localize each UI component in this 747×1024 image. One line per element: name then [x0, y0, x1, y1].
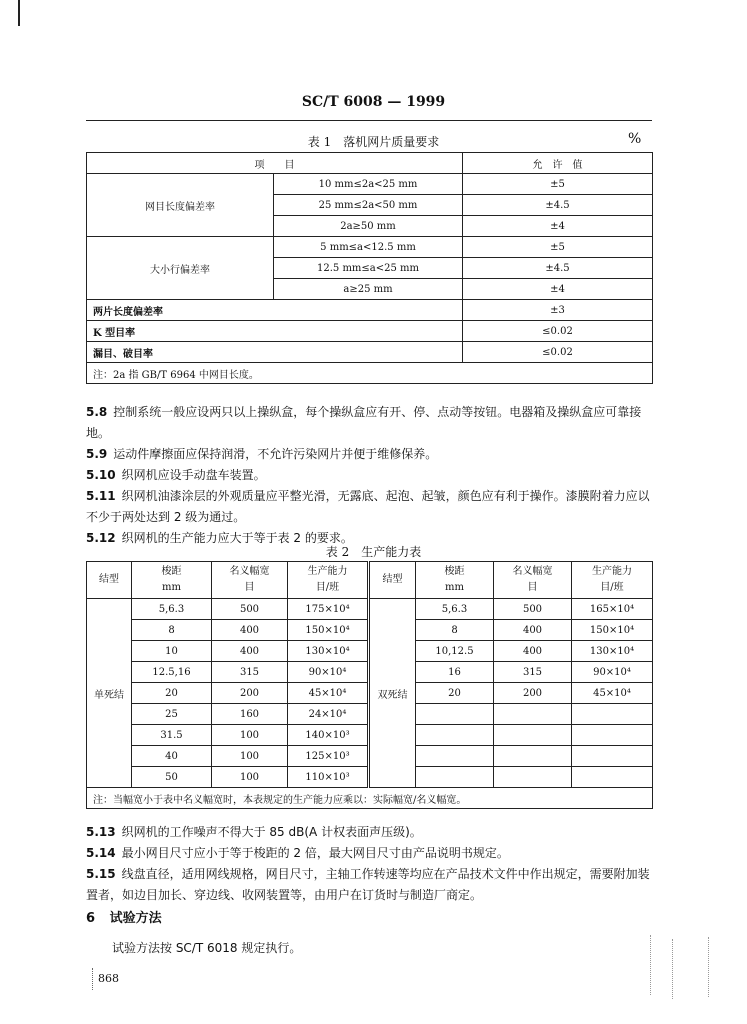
pitch-cell: 5,6.3 [132, 599, 212, 620]
clause-text: 织网机油漆涂层的外观质量应平整光滑，无露底、起泡、起皱，颜色应有利于操作。漆膜附着力应以不少于两处达到 2 级为通过。 [86, 489, 650, 524]
table2-caption: 表 2 生产能力表 [325, 545, 422, 559]
quality-requirements-table [86, 152, 653, 384]
pitch-cell: 31.5 [132, 725, 212, 746]
table-row [87, 342, 653, 363]
value-cell: ±4 [463, 279, 653, 300]
value-cell: ≤0.02 [463, 321, 653, 342]
value-cell: ±4 [463, 216, 653, 237]
width-cell: 100 [212, 725, 288, 746]
capacity-cell: 125×10³ [288, 746, 369, 767]
header-rule [86, 120, 652, 121]
clause-text: 织网机的工作噪声不得大于 85 dB(A 计权表面声压级)。 [121, 825, 422, 839]
empty-cell [494, 746, 572, 767]
capacity-cell: 45×10⁴ [288, 683, 369, 704]
header-item: 项 目 [87, 153, 463, 174]
header-pitch-label: 梭距 [161, 566, 182, 577]
pitch-cell: 20 [416, 683, 494, 704]
clause-text: 织网机的生产能力应大于等于表 2 的要求。 [121, 531, 353, 545]
clause-text: 线盘直径，适用网线规格，网目尺寸，主轴工作转速等均应在产品技术文件中作出规定，需要附加装置者，如边目加长、穿边线、收网装置等，由用户在订货时与制造厂商定。 [86, 867, 650, 902]
width-cell: 400 [494, 641, 572, 662]
condition-cell: 25 mm≤2a<50 mm [274, 195, 463, 216]
header-type: 结型 [87, 562, 132, 599]
empty-cell [572, 725, 653, 746]
empty-cell [494, 725, 572, 746]
header-capacity [288, 562, 369, 599]
clause [86, 402, 656, 444]
pitch-cell: 20 [132, 683, 212, 704]
clause [86, 486, 656, 528]
table-row [87, 363, 653, 384]
clause-text: 运动件摩擦面应保持润滑，不允许污染网片并便于维修保养。 [113, 447, 438, 461]
pitch-cell: 40 [132, 746, 212, 767]
header-width [494, 562, 572, 599]
capacity-cell: 24×10⁴ [288, 704, 369, 725]
pitch-cell: 5,6.3 [416, 599, 494, 620]
production-capacity-table [86, 561, 653, 809]
header-pitch-unit: mm [445, 582, 464, 593]
header-pitch-label: 梭距 [444, 566, 465, 577]
clauses-block-a [86, 402, 656, 549]
knot-type-double: 双死结 [369, 599, 416, 788]
table-note: 注：当幅宽小于表中名义幅宽时，本表规定的生产能力应乘以：实际幅宽/名义幅宽。 [87, 788, 653, 809]
value-cell: ±3 [463, 300, 653, 321]
header-width-label: 名义幅宽 [512, 566, 553, 577]
capacity-cell: 130×10⁴ [572, 641, 653, 662]
capacity-cell: 140×10³ [288, 725, 369, 746]
clause [86, 864, 656, 906]
empty-cell [416, 746, 494, 767]
clause-number: 5.13 [86, 825, 116, 839]
table-row [87, 321, 653, 342]
empty-cell [416, 767, 494, 788]
value-cell: ±4.5 [463, 195, 653, 216]
item-label: 两片长度偏差率 [87, 300, 463, 321]
width-cell: 400 [494, 620, 572, 641]
capacity-cell: 45×10⁴ [572, 683, 653, 704]
capacity-cell: 90×10⁴ [572, 662, 653, 683]
clause-number: 5.15 [86, 867, 116, 881]
capacity-cell: 150×10⁴ [288, 620, 369, 641]
value-cell: ±4.5 [463, 258, 653, 279]
clause-number: 5.11 [86, 489, 116, 503]
empty-cell [572, 746, 653, 767]
value-cell: ±5 [463, 174, 653, 195]
pitch-cell: 8 [132, 620, 212, 641]
pitch-cell: 50 [132, 767, 212, 788]
clause-text: 织网机应设手动盘车装置。 [121, 468, 266, 482]
header-capacity-unit: 目/班 [600, 582, 624, 593]
capacity-cell: 150×10⁴ [572, 620, 653, 641]
item-label: K 型目率 [87, 321, 463, 342]
section-number: 6 [86, 911, 96, 926]
section-text: 试验方法按 SC/T 6018 规定执行。 [112, 941, 302, 955]
scan-edge-marks [650, 935, 720, 1000]
table-row [87, 788, 653, 809]
pitch-cell: 10,12.5 [416, 641, 494, 662]
width-cell: 500 [494, 599, 572, 620]
clause-number: 5.9 [86, 447, 108, 461]
clause-number: 5.12 [86, 531, 116, 545]
capacity-cell: 165×10⁴ [572, 599, 653, 620]
knot-type-single: 单死结 [87, 599, 132, 788]
empty-cell [494, 704, 572, 725]
header-width-unit: 目 [527, 582, 538, 593]
width-cell: 160 [212, 704, 288, 725]
header-pitch-unit: mm [162, 582, 181, 593]
binding-mark [4, 0, 20, 26]
header-value: 允 许 值 [463, 153, 653, 174]
width-cell: 200 [212, 683, 288, 704]
header-width-label: 名义幅宽 [229, 566, 270, 577]
condition-cell: 2a≥50 mm [274, 216, 463, 237]
capacity-cell: 130×10⁴ [288, 641, 369, 662]
header-capacity-label: 生产能力 [307, 566, 348, 577]
empty-cell [494, 767, 572, 788]
header-capacity-label: 生产能力 [592, 566, 632, 577]
header-type: 结型 [369, 562, 416, 599]
clause-number: 5.14 [86, 846, 116, 860]
table-row [87, 174, 653, 195]
clause-number: 5.8 [86, 405, 108, 419]
width-cell: 400 [212, 641, 288, 662]
width-cell: 400 [212, 620, 288, 641]
pitch-cell: 25 [132, 704, 212, 725]
width-cell: 315 [494, 662, 572, 683]
width-cell: 100 [212, 767, 288, 788]
standard-number: SC/T 6008 — 1999 [301, 94, 446, 110]
clause [86, 843, 656, 864]
header-capacity-unit: 目/班 [315, 582, 340, 593]
capacity-cell: 110×10³ [288, 767, 369, 788]
clause [86, 444, 656, 465]
header-capacity [572, 562, 653, 599]
header-width-unit: 目 [244, 582, 255, 593]
clause [86, 465, 656, 486]
page-number: 868 [98, 972, 119, 985]
width-cell: 500 [212, 599, 288, 620]
group-label: 网目长度偏差率 [87, 174, 274, 237]
pitch-cell: 16 [416, 662, 494, 683]
clauses-block-b [86, 822, 656, 906]
header-width [212, 562, 288, 599]
page-tick [92, 968, 93, 990]
empty-cell [572, 704, 653, 725]
empty-cell [416, 704, 494, 725]
value-cell: ≤0.02 [463, 342, 653, 363]
width-cell: 200 [494, 683, 572, 704]
condition-cell: a≥25 mm [274, 279, 463, 300]
item-label: 漏目、破目率 [87, 342, 463, 363]
group-label: 大小行偏差率 [87, 237, 274, 300]
table-row [87, 237, 653, 258]
clause-number: 5.10 [86, 468, 116, 482]
table1-caption: 表 1 落机网片质量要求 [307, 135, 440, 149]
table-note: 注：2a 指 GB/T 6964 中网目长度。 [87, 363, 653, 384]
section-heading [86, 908, 656, 929]
capacity-cell: 175×10⁴ [288, 599, 369, 620]
pitch-cell: 10 [132, 641, 212, 662]
clause [86, 822, 656, 843]
section-title: 试验方法 [109, 911, 162, 926]
header-pitch [132, 562, 212, 599]
condition-cell: 12.5 mm≤a<25 mm [274, 258, 463, 279]
clause-text: 最小网目尺寸应小于等于梭距的 2 倍，最大网目尺寸由产品说明书规定。 [121, 846, 509, 860]
condition-cell: 5 mm≤a<12.5 mm [274, 237, 463, 258]
capacity-cell: 90×10⁴ [288, 662, 369, 683]
empty-cell [572, 767, 653, 788]
header-pitch [416, 562, 494, 599]
table-header-row [87, 562, 653, 599]
table-row [87, 300, 653, 321]
width-cell: 315 [212, 662, 288, 683]
width-cell: 100 [212, 746, 288, 767]
table-row [87, 599, 653, 620]
empty-cell [416, 725, 494, 746]
condition-cell: 10 mm≤2a<25 mm [274, 174, 463, 195]
pitch-cell: 8 [416, 620, 494, 641]
clause-text: 控制系统一般应设两只以上操纵盒，每个操纵盒应有开、停、点动等按钮。电器箱及操纵盒应可靠接地。 [86, 405, 642, 440]
table-row [87, 153, 653, 174]
value-cell: ±5 [463, 237, 653, 258]
table1-unit: % [628, 131, 642, 147]
pitch-cell: 12.5,16 [132, 662, 212, 683]
